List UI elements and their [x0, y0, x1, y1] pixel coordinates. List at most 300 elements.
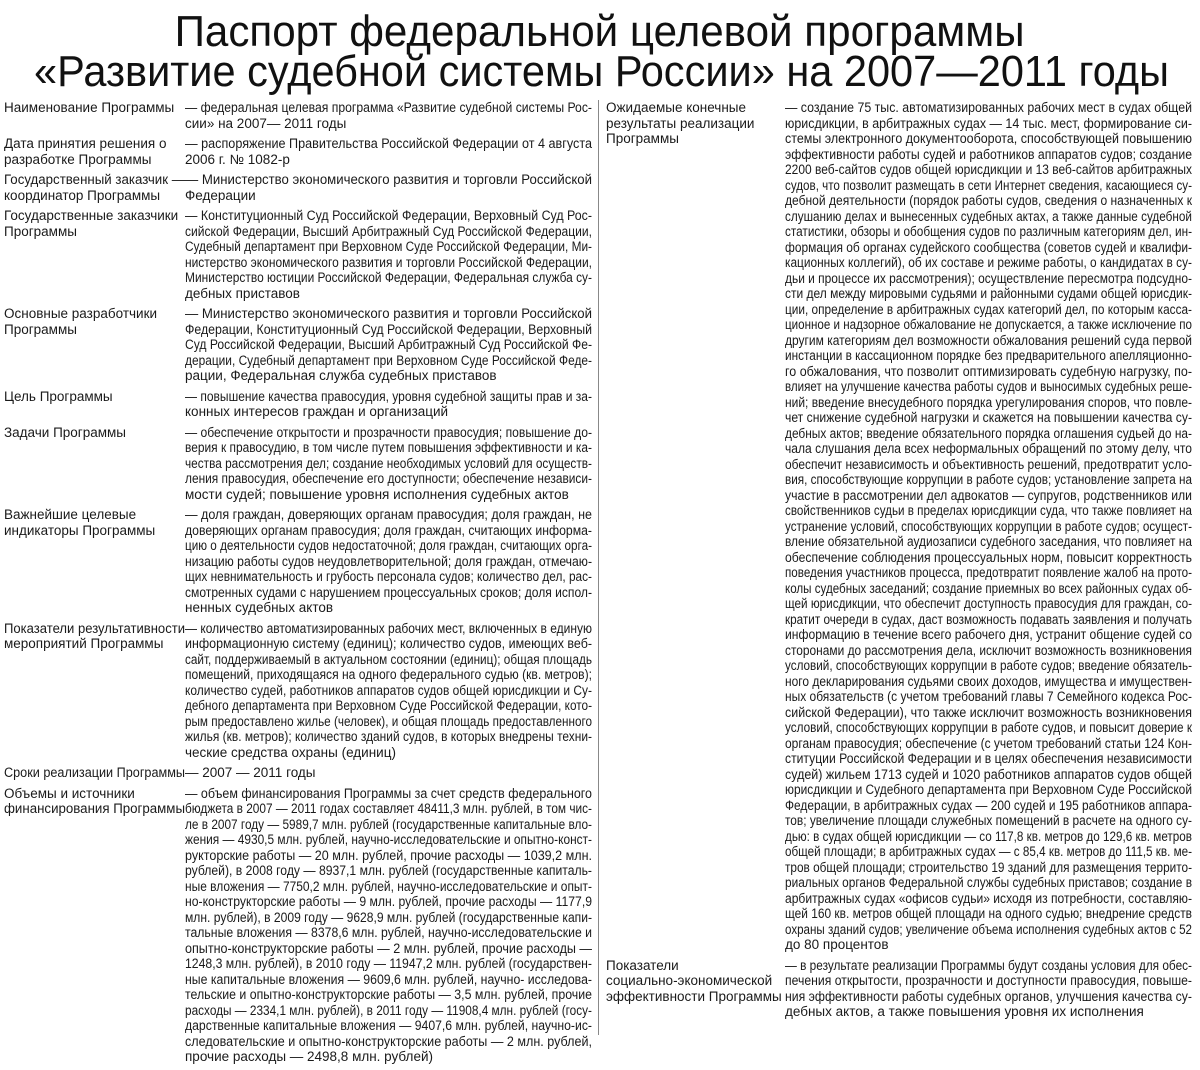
text-line: ного декларирования судьями своих доходов, имущества и имуществен-: [785, 673, 1192, 689]
value-line: [785, 565, 1192, 581]
value-line: [785, 813, 1192, 829]
value-line: [785, 379, 1192, 395]
text-line: мости судей; повышение уровня исполнения судебных актов: [185, 486, 569, 502]
value-line: [785, 1004, 1192, 1020]
value-line: [785, 131, 1192, 147]
text-line: ненных судебных актов: [185, 600, 334, 615]
text-line: органам правосудия; обеспечение (с учетом требований статьи 124 Кон-: [785, 735, 1192, 751]
text-line: Федерации: [185, 187, 256, 203]
label-line: [4, 100, 185, 116]
passport-row: [606, 958, 1196, 1020]
text-line: информационную систему (единиц); количество судов, имеющих веб-: [185, 636, 592, 651]
text-line: — в результате реализации Программы будут созданы условия для обес-: [785, 957, 1192, 973]
text-line: индикаторы Программы: [4, 522, 156, 538]
value-line: [185, 600, 592, 616]
value-line: [785, 472, 1192, 488]
value-line: [185, 270, 592, 286]
value-line: [185, 224, 592, 240]
value-line: [785, 147, 1192, 163]
text-line: 1248,3 млн. рублей), в 2010 году — 11947,2 млн. рублей (государствен-: [185, 956, 592, 971]
value-line: [185, 152, 592, 168]
row-label: [4, 765, 185, 781]
text-line: 2200 веб-сайтов судов общей юрисдикции и 13 веб-сайтов арбитражных: [785, 162, 1192, 177]
value-line: [785, 844, 1192, 860]
text-line: дебной деятельности (порядок работы судов, сведения о назначенных к: [785, 193, 1192, 208]
text-line: — 2007 — 2011 годы: [185, 765, 316, 780]
value-line: [185, 1003, 592, 1019]
text-line: статистики, обзоры и обобщения судов по различным категориям дел, ин-: [785, 224, 1192, 239]
text-line: дебных актов; введение обязательного порядка оглашения судьей до на-: [785, 425, 1192, 441]
text-line: судей) жильем 1713 судей и 1020 работников аппаратов судов общей: [785, 766, 1192, 782]
text-line: обеспечит независимость и объективность решений, предотвратит усло-: [785, 456, 1192, 472]
title-text-1: Паспорт федеральной целевой программы: [174, 7, 1025, 56]
value-line: [785, 333, 1192, 349]
row-label: [4, 425, 185, 503]
label-line: [606, 116, 785, 132]
value-line: [185, 765, 592, 781]
text-line: ции, определение в арбитражных судах категорий дел, по которым касса-: [785, 301, 1192, 317]
text-line: — повышение качества правосудия, уровня судебной защиты прав и за-: [185, 388, 592, 404]
text-line: Суд Российской Федерации, Высший Арбитражный Суд Российской Фе-: [185, 337, 592, 352]
text-line: кратит очереди в судах, даст возможность подавать заявления и получать: [785, 611, 1192, 627]
text-line: формация об органах судейского сообщества (советов судей и квалифи-: [785, 239, 1192, 255]
value-line: [185, 353, 592, 369]
value-line: [785, 720, 1192, 736]
text-line: тров общей площади; строительство 19 зданий для размещения террито-: [785, 859, 1192, 875]
row-value: [185, 100, 592, 131]
row-value: [185, 765, 592, 781]
value-line: [785, 193, 1192, 209]
value-line: [185, 322, 592, 338]
text-line: Дата принятия решения о: [4, 136, 167, 151]
value-line: [185, 925, 592, 941]
text-line: ституции Российской Федерации и в целях обеспечения независимости: [785, 751, 1192, 766]
text-line: ческие средства охраны (единиц): [185, 744, 396, 760]
value-line: [785, 751, 1192, 767]
value-line: [185, 585, 592, 601]
value-line: [785, 224, 1192, 240]
passport-row: [606, 100, 1196, 953]
value-line: [785, 782, 1192, 798]
text-line: чет снижение судебной нагрузки и скажется на повышении качества су-: [785, 410, 1192, 425]
passport-row: [4, 208, 596, 301]
text-line: Федерации, Конституционный Суд Российской Федерации, Верховный: [185, 321, 592, 337]
text-line: рым предоставлено жилье (человек), и общая площадь предоставленного: [185, 713, 592, 729]
text-line: дьи и процессе их рассмотрения); осуществление пересмотра подсудно-: [785, 270, 1192, 286]
text-line: вия, способствующие коррупции в работе судов; установление запрета на: [785, 472, 1192, 487]
label-line: [606, 131, 785, 147]
label-line: [4, 765, 185, 781]
text-line: количество судей, работников аппаратов судов общей юрисдикции и Су-: [185, 682, 592, 698]
value-line: [785, 860, 1192, 876]
title-line-1: [0, 7, 1200, 56]
text-line: — Министерство экономического развития и торговли Российской: [185, 172, 592, 187]
label-line: [606, 989, 785, 1005]
text-line: инстанции в кассационном порядке без предварительного апелляционно-: [785, 348, 1192, 363]
text-line: сторонами до рассмотрения дела, исключит возможность возникновения: [785, 642, 1192, 658]
passport-row: [4, 765, 596, 781]
label-line: [4, 188, 185, 204]
value-line: [185, 848, 592, 864]
text-line: кационных коллегий), об их составе и режиме работы, о кандидатах в су-: [785, 255, 1192, 270]
row-label: [4, 389, 185, 420]
value-line: [185, 507, 592, 523]
value-line: [185, 136, 592, 152]
value-line: [185, 208, 592, 224]
value-line: [185, 440, 592, 456]
text-line: информацию в течение всего рабочего дня, устранит общение судей со: [785, 627, 1192, 642]
text-line: доверяющих органам правосудия; доля граждан, считающих информа-: [185, 522, 592, 538]
text-line: Ожидаемые конечные: [606, 100, 746, 115]
text-line: охраны зданий судов; увеличение объема исполнения судебных актов с 52: [785, 921, 1192, 937]
value-line: [185, 863, 592, 879]
text-line: чества рассмотрения дел; создание необходимых условий для осуществ-: [185, 455, 592, 471]
value-line: [785, 550, 1192, 566]
value-line: [185, 636, 592, 652]
text-line: жилья (кв. метров); количество зданий судов, в которых внедрены техни-: [185, 729, 592, 744]
text-line: верия к правосудию, в том числе путем повышения эффективности и ка-: [185, 440, 592, 455]
text-line: юрисдикции, в арбитражных судах — 14 тыс. мест, формирование си-: [785, 115, 1192, 131]
text-line: низацию работы судов неудовлетворительной; доля граждан, отмечаю-: [185, 553, 592, 569]
value-line: [785, 906, 1192, 922]
text-line: колы судебных заседаний; создание приемных во всех районных судах об-: [785, 580, 1192, 596]
text-line: ционное и надзорное обжалование не допускается, а также исключение по: [785, 317, 1192, 332]
value-line: [785, 596, 1192, 612]
text-line: Задачи Программы: [4, 424, 127, 440]
text-line: бюджета в 2007 — 2011 годах составляет 48411,3 млн. рублей, в том чис-: [185, 801, 592, 816]
value-line: [785, 178, 1192, 194]
text-line: Цель Программы: [4, 388, 113, 404]
value-line: [185, 698, 592, 714]
text-line: ний; введение внесудебного порядка урегулирования споров, что повле-: [785, 394, 1192, 410]
text-line: дебных актов, а также повышения уровня их исполнения: [785, 1004, 1144, 1019]
text-line: результаты реализации: [606, 115, 755, 131]
text-line: дерации, Судебный департамент при Верховном Суде Российской Феде-: [185, 352, 592, 368]
value-line: [185, 879, 592, 895]
value-line: [785, 457, 1192, 473]
left-column-table: [4, 100, 596, 1070]
text-line: щей 160 кв. метров общей площади на одного судью; внедрение средств: [785, 906, 1192, 921]
text-line: мероприятий Программы: [4, 636, 164, 651]
value-line: [185, 239, 592, 255]
value-line: [185, 337, 592, 353]
value-line: [785, 891, 1192, 907]
value-line: [785, 705, 1192, 721]
text-line: социально-экономической: [606, 973, 773, 988]
text-line: дарственные капитальные вложения — 9407,6 млн. рублей, научно-ис-: [185, 1018, 592, 1033]
value-line: [185, 1018, 592, 1034]
value-line: [185, 188, 592, 204]
passport-row: [4, 172, 596, 203]
text-line: Важнейшие целевые: [4, 507, 137, 522]
row-label: [4, 786, 185, 1065]
text-line: Министерство юстиции Российской Федерации, Федеральная служба су-: [185, 270, 592, 285]
value-line: [785, 937, 1192, 953]
text-line: дью: в судах общей юрисдикции — со 117,8 кв. метров до 129,6 кв. метров: [785, 828, 1192, 844]
text-line: тельские и опытно-конструкторские работы — 3,5 млн. рублей, прочие: [185, 987, 592, 1002]
text-line: Программы: [4, 321, 77, 337]
value-line: [185, 910, 592, 926]
value-line: [785, 162, 1192, 178]
value-line: [185, 956, 592, 972]
text-line: условий, способствующих коррупции в работе судов, и повысит доверие к: [785, 720, 1192, 735]
value-line: [785, 798, 1192, 814]
text-line: влияет на улучшение качества работы судов и выносимых судебных реше-: [785, 379, 1192, 394]
row-value: [185, 136, 592, 167]
value-line: [785, 658, 1192, 674]
label-line: [606, 973, 785, 989]
text-line: устранение условий, способствующих коррупции в работе судов; осущест-: [785, 518, 1192, 534]
text-line: жения — 4930,5 млн. рублей, научно-исследовательские и опытно-конст-: [185, 832, 592, 847]
value-line: [185, 554, 592, 570]
label-line: [4, 425, 185, 441]
value-line: [785, 441, 1192, 457]
passport-row: [4, 507, 596, 616]
value-line: [785, 364, 1192, 380]
label-line: [4, 801, 185, 817]
value-line: [185, 894, 592, 910]
passport-row: [4, 425, 596, 503]
value-line: [185, 972, 592, 988]
value-line: [785, 100, 1192, 116]
value-line: [785, 958, 1192, 974]
text-line: Объемы и источники: [4, 785, 135, 801]
value-line: [185, 786, 592, 802]
label-line: [4, 306, 185, 322]
value-line: [785, 736, 1192, 752]
text-line: цию о деятельности судов недостаточной; доля граждан, считающих орга-: [185, 538, 592, 553]
row-value: [185, 389, 592, 420]
text-line: рации, Федеральная служба судебных приставов: [185, 368, 497, 383]
text-line: финансирования Программы: [4, 801, 185, 816]
value-line: [185, 941, 592, 957]
value-line: [785, 503, 1192, 519]
value-line: [785, 674, 1192, 690]
value-line: [785, 643, 1192, 659]
text-line: щих невнимательность и грубость персонала судов; количество дел, рас-: [185, 569, 592, 584]
text-line: дебных приставов: [185, 285, 300, 301]
row-value: [185, 786, 592, 1065]
row-value: [185, 425, 592, 503]
value-line: [785, 240, 1192, 256]
value-line: [785, 922, 1192, 938]
row-label: [4, 507, 185, 616]
text-line: Программы: [4, 223, 77, 239]
text-line: щей юрисдикции, что обеспечит доступность правосудия для граждан, со-: [785, 596, 1192, 611]
value-line: [785, 627, 1192, 643]
value-line: [785, 255, 1192, 271]
text-line: — Конституционный Суд Российской Федерации, Верховный Суд Рос-: [185, 208, 592, 223]
text-line: обеспечение соблюдения процессуальных норм, повысит корректность: [785, 549, 1192, 565]
text-line: сайт, поддерживаемый в актуальном состоянии (единиц); общая площадь: [185, 651, 592, 667]
label-line: [606, 100, 785, 116]
value-line: [785, 581, 1192, 597]
text-line: Основные разработчики: [4, 306, 158, 321]
value-line: [785, 488, 1192, 504]
text-line: смотренных судами с нарушением процессуальных сроков; доля испол-: [185, 584, 592, 600]
value-line: [185, 714, 592, 730]
text-line: помещений, приходящаяся на одного федерального судью (кв. метров);: [185, 667, 592, 682]
value-line: [185, 1034, 592, 1050]
text-line: — федеральная целевая программа «Развитие судебной системы Рос-: [185, 100, 592, 115]
value-line: [785, 519, 1192, 535]
label-line: [4, 786, 185, 802]
text-line: конных интересов граждан и организаций: [185, 404, 449, 419]
row-value: [785, 100, 1192, 953]
label-line: [4, 523, 185, 539]
row-value: [785, 958, 1192, 1020]
value-line: [785, 534, 1192, 550]
text-line: но-конструкторские работы — 9 млн. рублей, прочие расходы — 1177,9: [185, 894, 592, 909]
title-line-2: [0, 47, 1200, 96]
label-line: [4, 136, 185, 152]
text-line: координатор Программы: [4, 187, 161, 203]
passport-row: [4, 100, 596, 131]
text-line: свойственников судьи в пределах юрисдикции суда, что также повлияет на: [785, 503, 1192, 518]
label-line: [606, 958, 785, 974]
text-line: — Министерство экономического развития и торговли Российской: [185, 306, 592, 321]
value-line: [785, 317, 1192, 333]
value-line: [785, 612, 1192, 628]
text-line: участие в рассмотрении дел адвокатов — супругов, родственников или: [785, 487, 1192, 503]
value-line: [785, 302, 1192, 318]
value-line: [185, 116, 592, 132]
text-line: опытно-конструкторские работы — 2 млн. рублей, прочие расходы —: [185, 940, 592, 956]
text-line: вление обязательной аудиозаписи судебного заседания, что повлияет на: [785, 534, 1192, 549]
text-line: Показатели: [606, 957, 679, 973]
column-divider: [598, 100, 599, 1035]
text-line: до 80 процентов: [785, 937, 889, 952]
label-line: [4, 389, 185, 405]
row-value: [185, 306, 592, 384]
value-line: [185, 471, 592, 487]
value-line: [185, 487, 592, 503]
text-line: — распоряжение Правительства Российской Федерации от 4 августа: [185, 136, 592, 151]
value-line: [185, 569, 592, 585]
text-line: поведения участников процесса, предотвратит появление жалоб на прото-: [785, 565, 1192, 580]
value-line: [185, 389, 592, 405]
value-line: [785, 271, 1192, 287]
value-line: [785, 116, 1192, 132]
value-line: [785, 875, 1192, 891]
value-line: [185, 987, 592, 1003]
passport-row: [4, 389, 596, 420]
value-line: [185, 255, 592, 271]
text-line: — объем финансирования Программы за счет средств федерального: [185, 785, 592, 801]
text-line: 2006 г. № 1082-р: [185, 151, 290, 167]
row-value: [185, 172, 592, 203]
text-line: — доля граждан, доверяющих органам правосудия; доля граждан, не: [185, 507, 592, 522]
label-line: [4, 172, 185, 188]
value-line: [785, 348, 1192, 364]
text-line: разработке Программы: [4, 151, 152, 167]
text-line: рублей), в 2008 году — 8937,1 млн. рублей (государственные капиталь-: [185, 863, 592, 878]
text-line: рукторские работы — 20 млн. рублей, прочие расходы — 1039,2 млн.: [185, 847, 592, 863]
text-line: Сроки реализации Программы: [4, 765, 185, 780]
row-value: [185, 621, 592, 761]
value-line: [785, 395, 1192, 411]
value-line: [185, 404, 592, 420]
value-line: [785, 973, 1192, 989]
label-line: [4, 152, 185, 168]
text-line: — создание 75 тыс. автоматизированных рабочих мест в судах общей: [785, 100, 1192, 115]
text-line: го обжалования, что позволит оптимизировать судебную нагрузку, по-: [785, 363, 1192, 379]
row-label: [4, 136, 185, 167]
value-line: [185, 832, 592, 848]
value-line: [785, 829, 1192, 845]
text-line: чала слушания дела всех неформальных обращений по этому делу, что: [785, 441, 1192, 456]
text-line: прочие расходы — 2498,8 млн. рублей): [185, 1049, 433, 1064]
row-label: [606, 100, 785, 953]
text-line: Наименование Программы: [4, 100, 175, 115]
text-line: Программы: [606, 131, 679, 146]
text-line: юрисдикции и Судебного департамента при Верховном Суде Российской: [785, 782, 1192, 797]
text-line: — количество автоматизированных рабочих мест, включенных в единую: [185, 620, 592, 636]
text-line: общей площади; в арбитражных судах — с 85,4 кв. метров до 111,5 кв. ме-: [785, 844, 1192, 859]
label-line: [4, 208, 185, 224]
text-line: Государственные заказчики: [4, 208, 179, 223]
value-line: [185, 425, 592, 441]
value-line: [185, 306, 592, 322]
value-line: [785, 426, 1192, 442]
row-label: [4, 208, 185, 301]
text-line: дебного департамента при Верховном Суде Российской Федерации, кото-: [185, 698, 592, 713]
label-line: [4, 322, 185, 338]
value-line: [185, 1049, 592, 1065]
passport-row: [4, 136, 596, 167]
text-line: эффективности работы судей и работников аппаратов судов; создание: [785, 146, 1192, 162]
text-line: другим категориям дел возможности обжалования решений суда первой: [785, 332, 1192, 348]
value-line: [785, 989, 1192, 1005]
text-line: тальные вложения — 8378,6 млн. рублей, научно-исследовательские и: [185, 925, 592, 940]
value-line: [185, 683, 592, 699]
value-line: [185, 172, 592, 188]
text-line: ления правосудия, обеспечение его доступности; обеспечение независи-: [185, 471, 592, 486]
row-label: [4, 306, 185, 384]
text-line: тов; увеличение площади служебных помещений в расчете на одного су-: [785, 813, 1192, 828]
value-line: [185, 456, 592, 472]
value-line: [185, 817, 592, 833]
text-line: ные капитальные вложения — 9609,6 млн. рублей, научно- исследова-: [185, 971, 592, 987]
text-line: ные вложения — 7750,2 млн. рублей, научно-исследовательские и опыт-: [185, 878, 592, 894]
text-line: сийской Федерации, Высший Арбитражный Суд Российской Федерации,: [185, 223, 592, 239]
label-line: [4, 507, 185, 523]
text-line: сии» на 2007— 2011 годы: [185, 115, 347, 131]
text-line: — обеспечение открытости и прозрачности правосудия; повышение до-: [185, 424, 592, 440]
text-line: ле в 2007 году — 5989,7 млн. рублей (государственные капитальные вло-: [185, 816, 592, 832]
value-line: [185, 368, 592, 384]
text-line: слушанию делах и вынесенных судебных актах, а также данные судебной: [785, 208, 1192, 224]
passport-row: [4, 786, 596, 1065]
value-line: [185, 100, 592, 116]
value-line: [185, 538, 592, 554]
text-line: стемы электронного документооборота, способствующей повышению: [785, 131, 1192, 146]
row-label: [4, 172, 185, 203]
label-line: [4, 636, 185, 652]
value-line: [185, 745, 592, 761]
text-line: Государственный заказчик —: [4, 172, 185, 187]
text-line: сийской Федерации), что также исключит возможность возникновения: [785, 704, 1192, 720]
row-label: [4, 100, 185, 131]
text-line: эффективности Программы: [606, 988, 782, 1004]
row-value: [185, 507, 592, 616]
value-line: [785, 286, 1192, 302]
text-line: условий, способствующих коррупции в работе судов; введение обязатель-: [785, 658, 1192, 673]
value-line: [185, 801, 592, 817]
text-line: ния эффективности работы судебных органов, улучшения качества су-: [785, 988, 1192, 1004]
text-line: судов, что позволит размещать в сети Интернет сведения, касающиеся су-: [785, 177, 1192, 193]
value-line: [785, 209, 1192, 225]
